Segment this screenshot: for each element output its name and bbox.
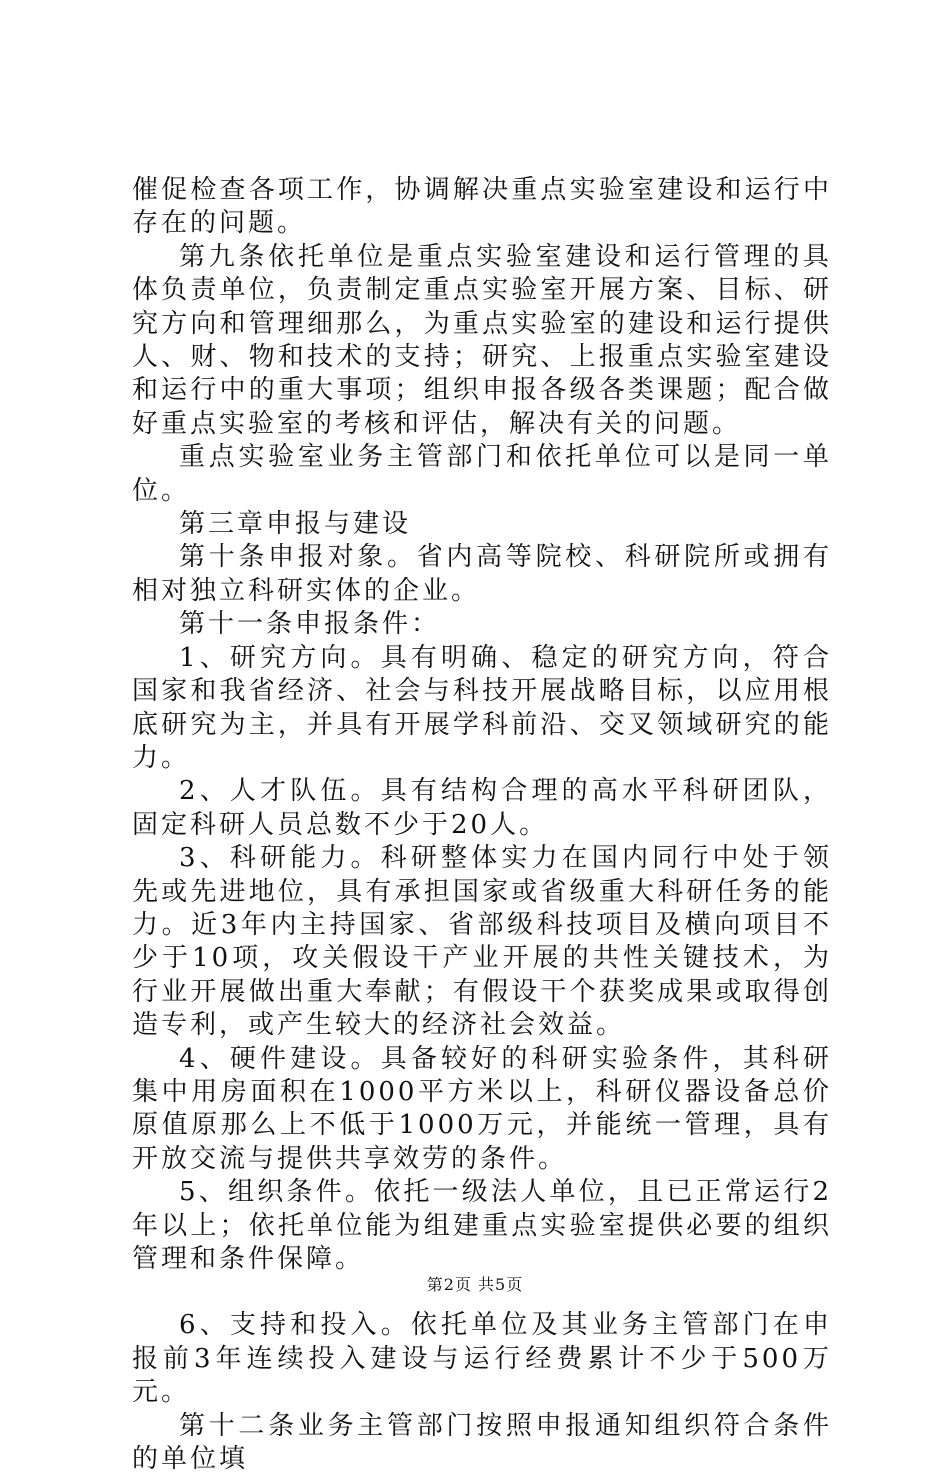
paragraph-article-10: 第十条申报对象。省内高等院校、科研院所或拥有相对独立科研实体的企业。 <box>132 542 832 606</box>
paragraph-1: 催促检查各项工作，协调解决重点实验室建设和运行中存在的问题。 <box>132 175 832 239</box>
chapter-heading: 第三章申报与建设 <box>179 509 412 540</box>
list-item-support-investment: 6、支持和投入。依托单位及其业务主管部门在申报前3年连续投入建设与运行经费累计不少于500万元。 <box>132 1310 832 1408</box>
paragraph-article-12: 第十二条业务主管部门按照申报通知组织符合条件的单位填 <box>132 1410 832 1475</box>
list-item-research-direction: 1、研究方向。具有明确、稳定的研究方向，符合国家和我省经济、社会与科技开展战略目标，以应用根底研究为主，并具有开展学科前沿、交叉领域研究的能力。 <box>132 642 832 773</box>
list-item-organization: 5、组织条件。依托一级法人单位，且已正常运行2年以上；依托单位能为组建重点实验室提供必要的组织管理和条件保障。 <box>132 1177 832 1274</box>
paragraph-article-11: 第十一条申报条件： <box>179 609 441 640</box>
paragraph-same-unit: 重点实验室业务主管部门和依托单位可以是同一单位。 <box>132 442 832 506</box>
page-number-footer: 第2页 共5页 <box>426 1275 524 1294</box>
paragraph-article-9: 第九条依托单位是重点实验室建设和运行管理的具体负责单位，负责制定重点实验室开展方案、目标、研究方向和管理细那么，为重点实验室的建设和运行提供人、财、物和技术的支持；研究、上报重点实验室建设和运行中的重大事项；组织申报各级各类课题；配合做好重点实验室的考核和评估，解决有关的问题。 <box>132 241 832 439</box>
list-item-talent-team: 2、人才队伍。具有结构合理的高水平科研团队，固定科研人员总数不少于20人。 <box>132 776 832 840</box>
list-item-hardware: 4、硬件建设。具备较好的科研实验条件，其科研集中用房面积在1000平方米以上，科研仪器设备总价原值原那么上不低于1000万元，并能统一管理，具有开放交流与提供共享效劳的条件。 <box>132 1043 832 1174</box>
list-item-research-capability: 3、科研能力。科研整体实力在国内同行中处于领先或先进地位，具有承担国家或省级重大科研任务的能力。近3年内主持国家、省部级科技项目及横向项目不少于10项，攻关假设干产业开展的共性关键技术，为行业开展做出重大奉献；有假设干个获奖成果或取得创造专利，或产生较大的经济社会效益。 <box>132 843 832 1041</box>
